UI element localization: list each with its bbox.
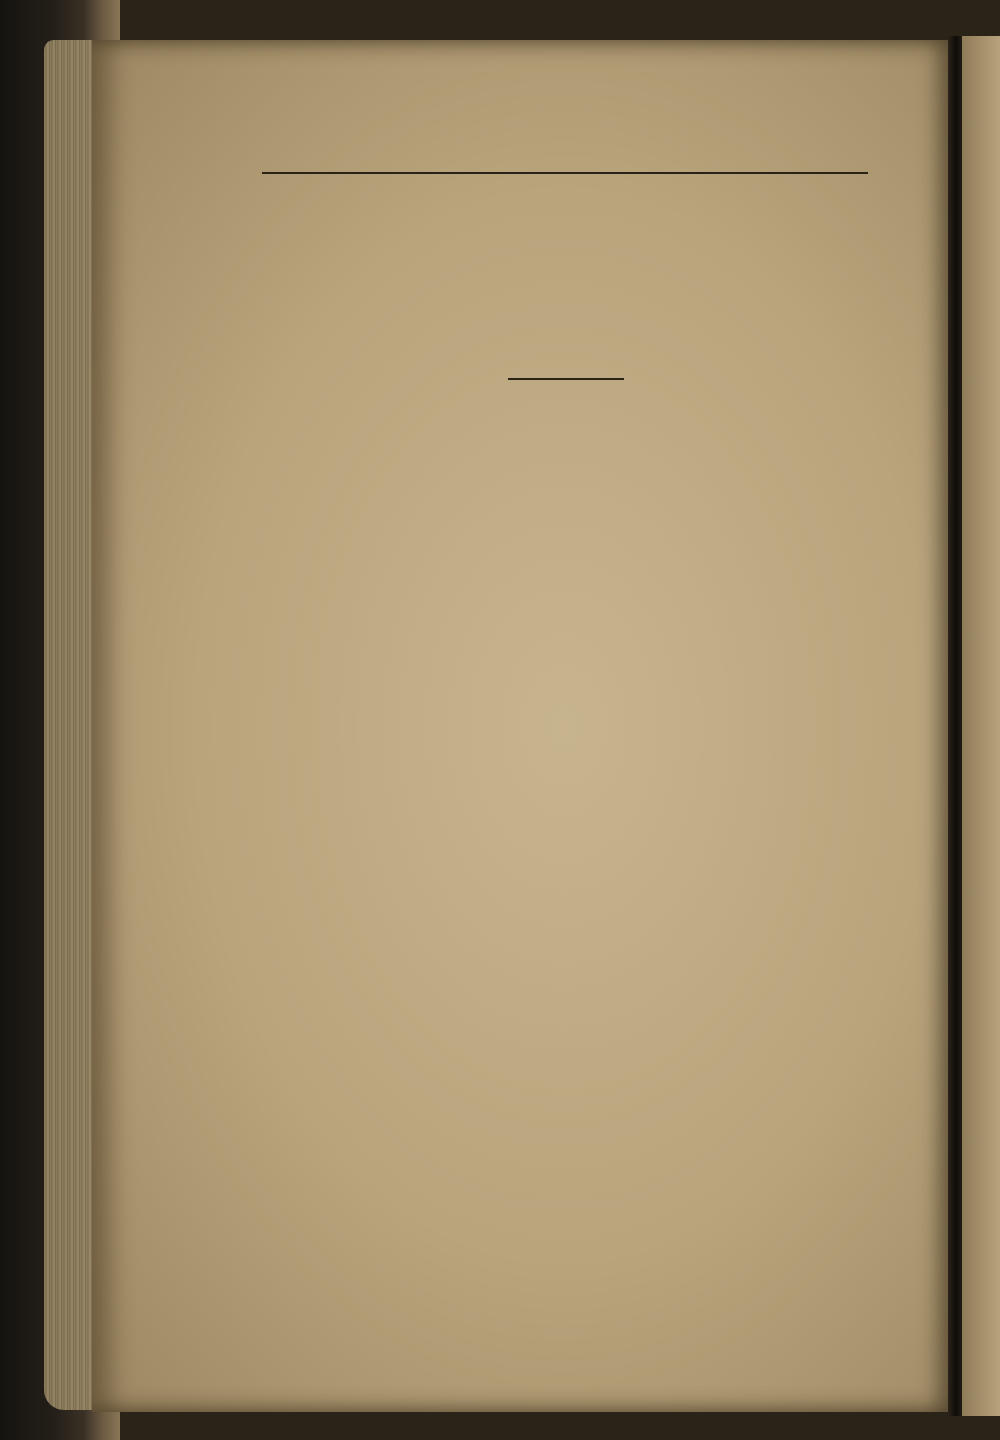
page-header <box>262 140 868 170</box>
section-divider <box>508 378 624 380</box>
facing-page-strip <box>962 36 1000 1416</box>
header-rule <box>262 172 868 174</box>
book-page <box>92 40 950 1412</box>
